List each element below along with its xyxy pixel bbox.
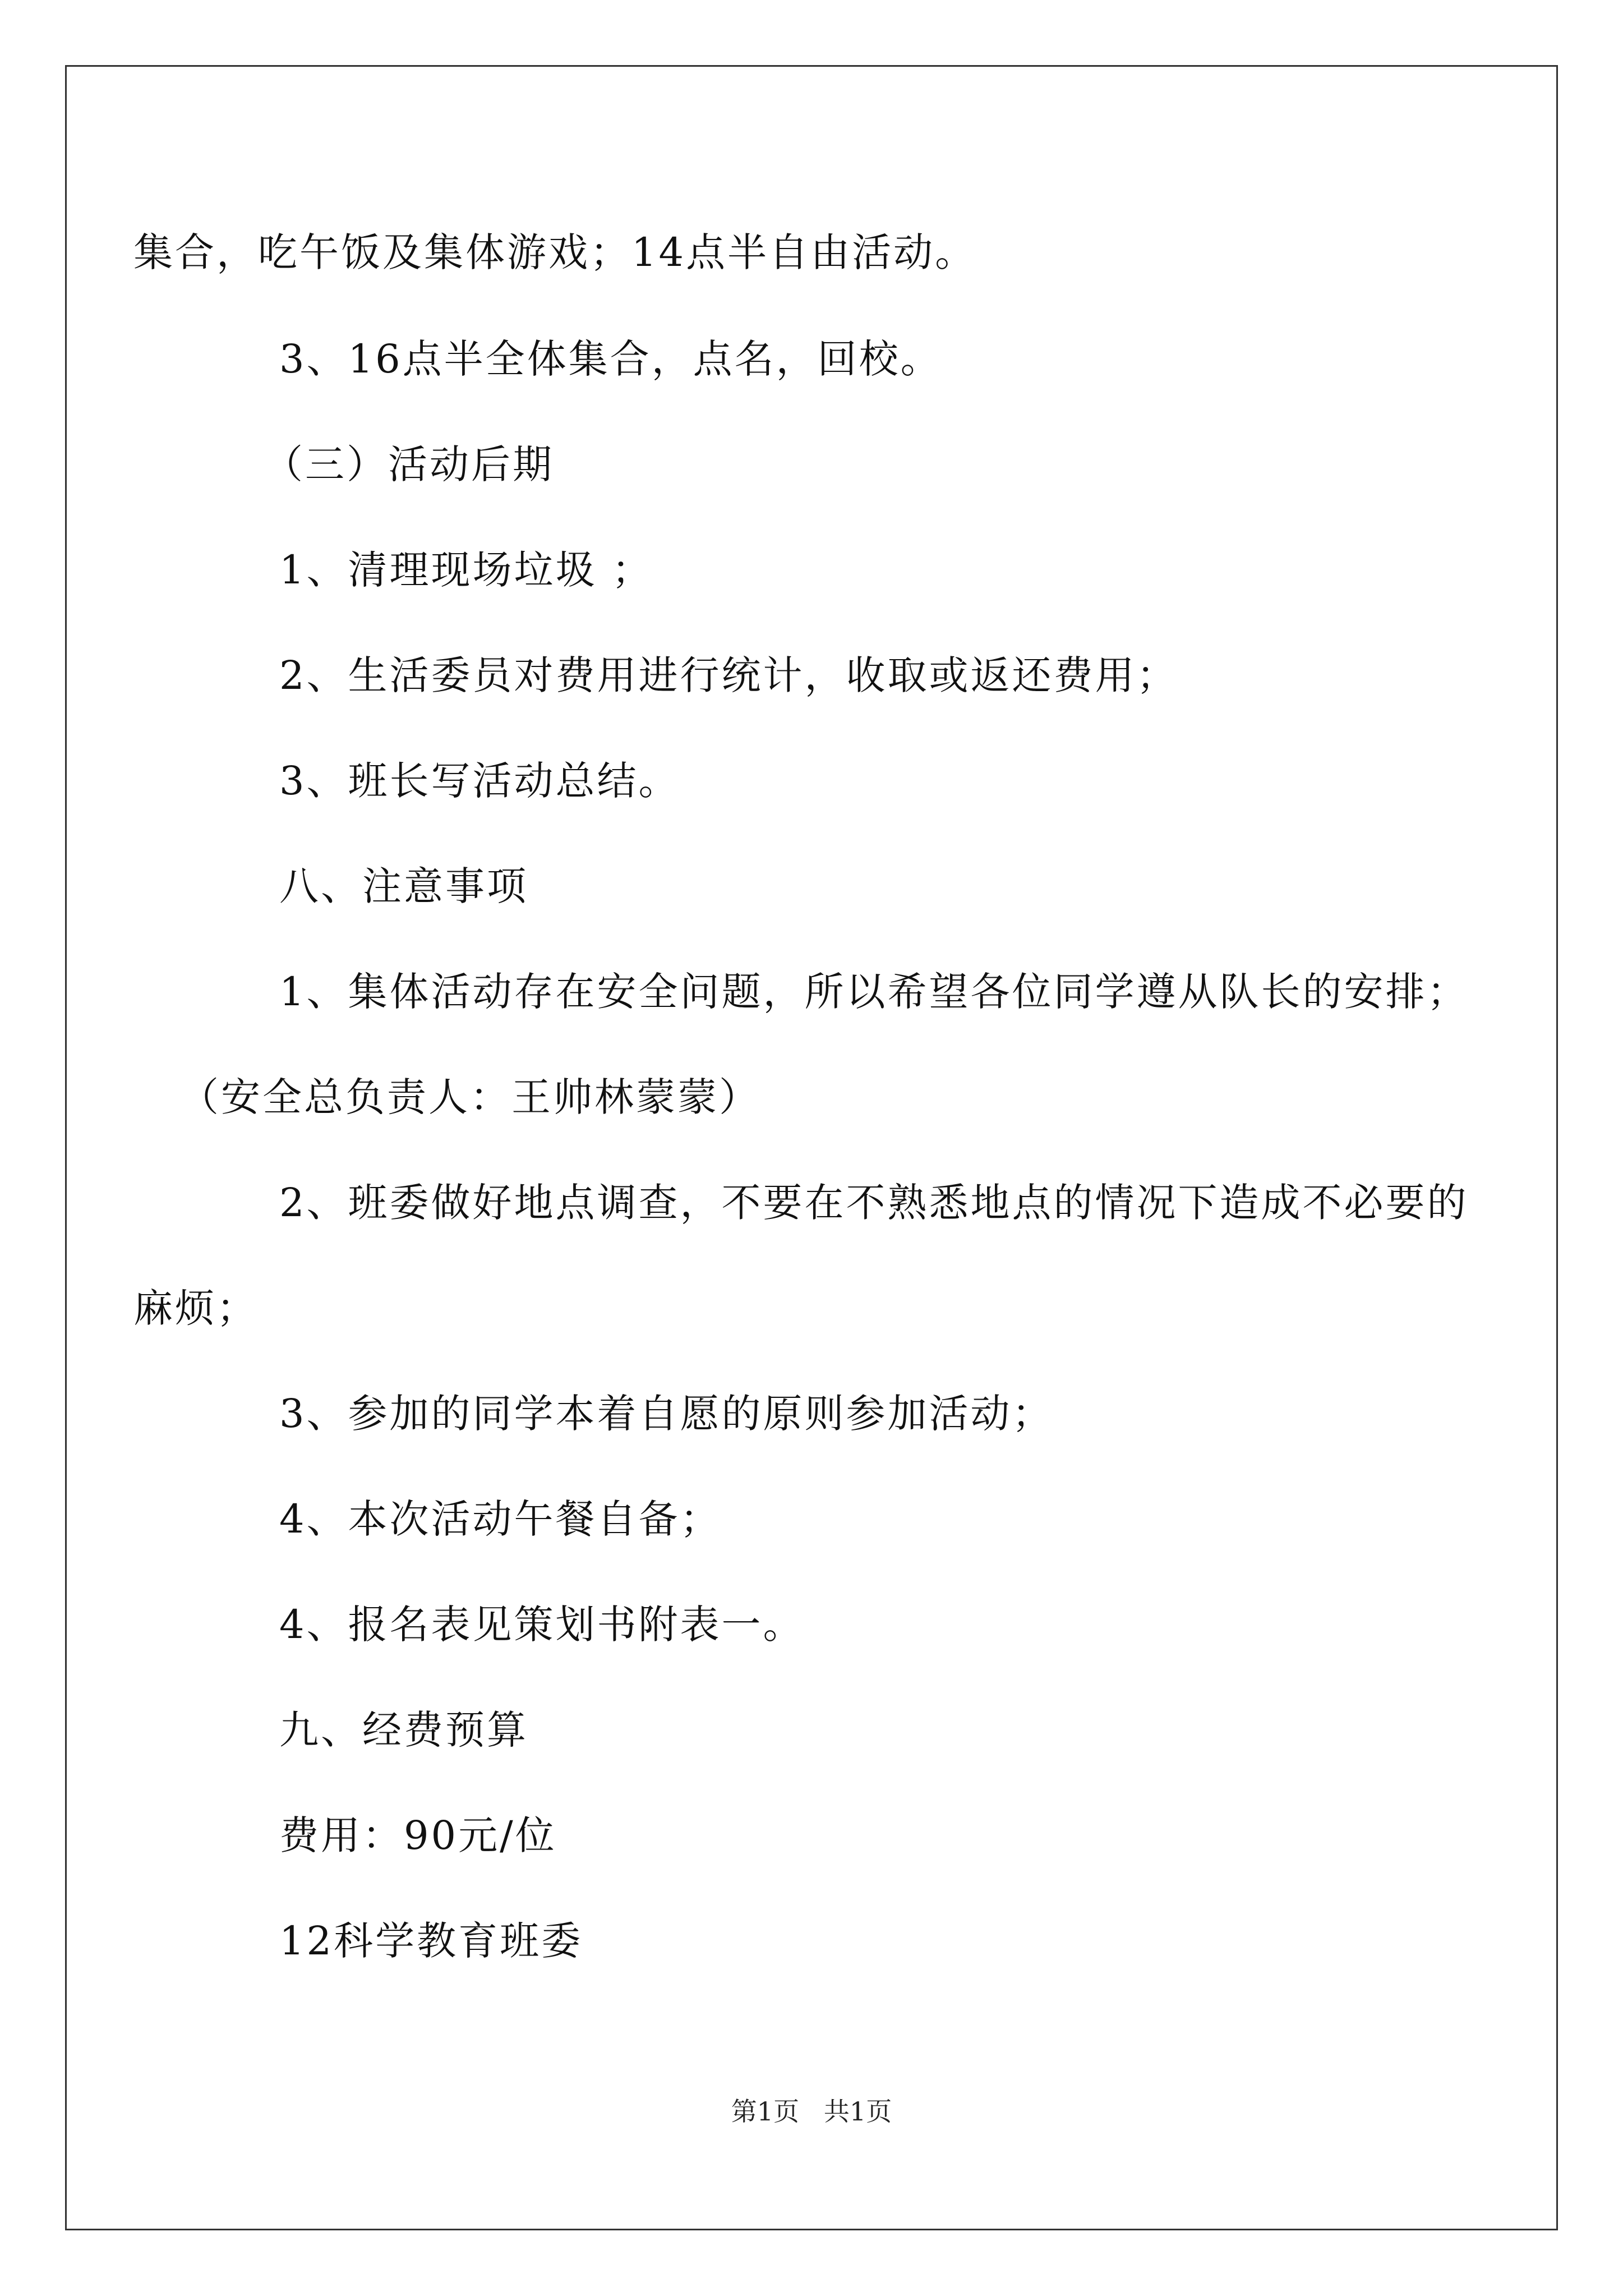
text-line: 3、参加的同学本着自愿的原则参加活动；	[279, 1391, 1054, 1437]
page-border	[65, 65, 1558, 2230]
section-heading: （三）活动后期	[264, 441, 554, 487]
text-line: （安全总负责人：王帅林蒙蒙）	[179, 1074, 760, 1120]
text-line: 2、班委做好地点调查，不要在不熟悉地点的情况下造成不必要的	[279, 1180, 1469, 1226]
text-line: 12科学教育班委	[279, 1918, 583, 1964]
text-line: 1、清理现场垃圾 ；	[279, 547, 653, 593]
text-line: 4、本次活动午餐自备；	[279, 1496, 722, 1542]
text-line: 2、生活委员对费用进行统计，收取或返还费用；	[279, 652, 1178, 698]
text-line: 集合，吃午饭及集体游戏；14点半自由活动。	[133, 229, 977, 275]
text-line: 3、16点半全体集合，点名，回校。	[279, 336, 942, 382]
text-line: 3、班长写活动总结。	[279, 758, 680, 804]
text-line: 4、报名表见策划书附表一。	[279, 1602, 805, 1648]
text-line: 费用：90元/位	[279, 1812, 557, 1858]
section-heading: 九、经费预算	[279, 1707, 528, 1753]
section-heading: 八、注意事项	[279, 863, 528, 909]
text-line: 麻烦；	[133, 1285, 258, 1331]
page-footer: 第1页 共1页	[731, 2096, 892, 2127]
text-line: 1、集体活动存在安全问题，所以希望各位同学遵从队长的安排；	[279, 969, 1469, 1015]
